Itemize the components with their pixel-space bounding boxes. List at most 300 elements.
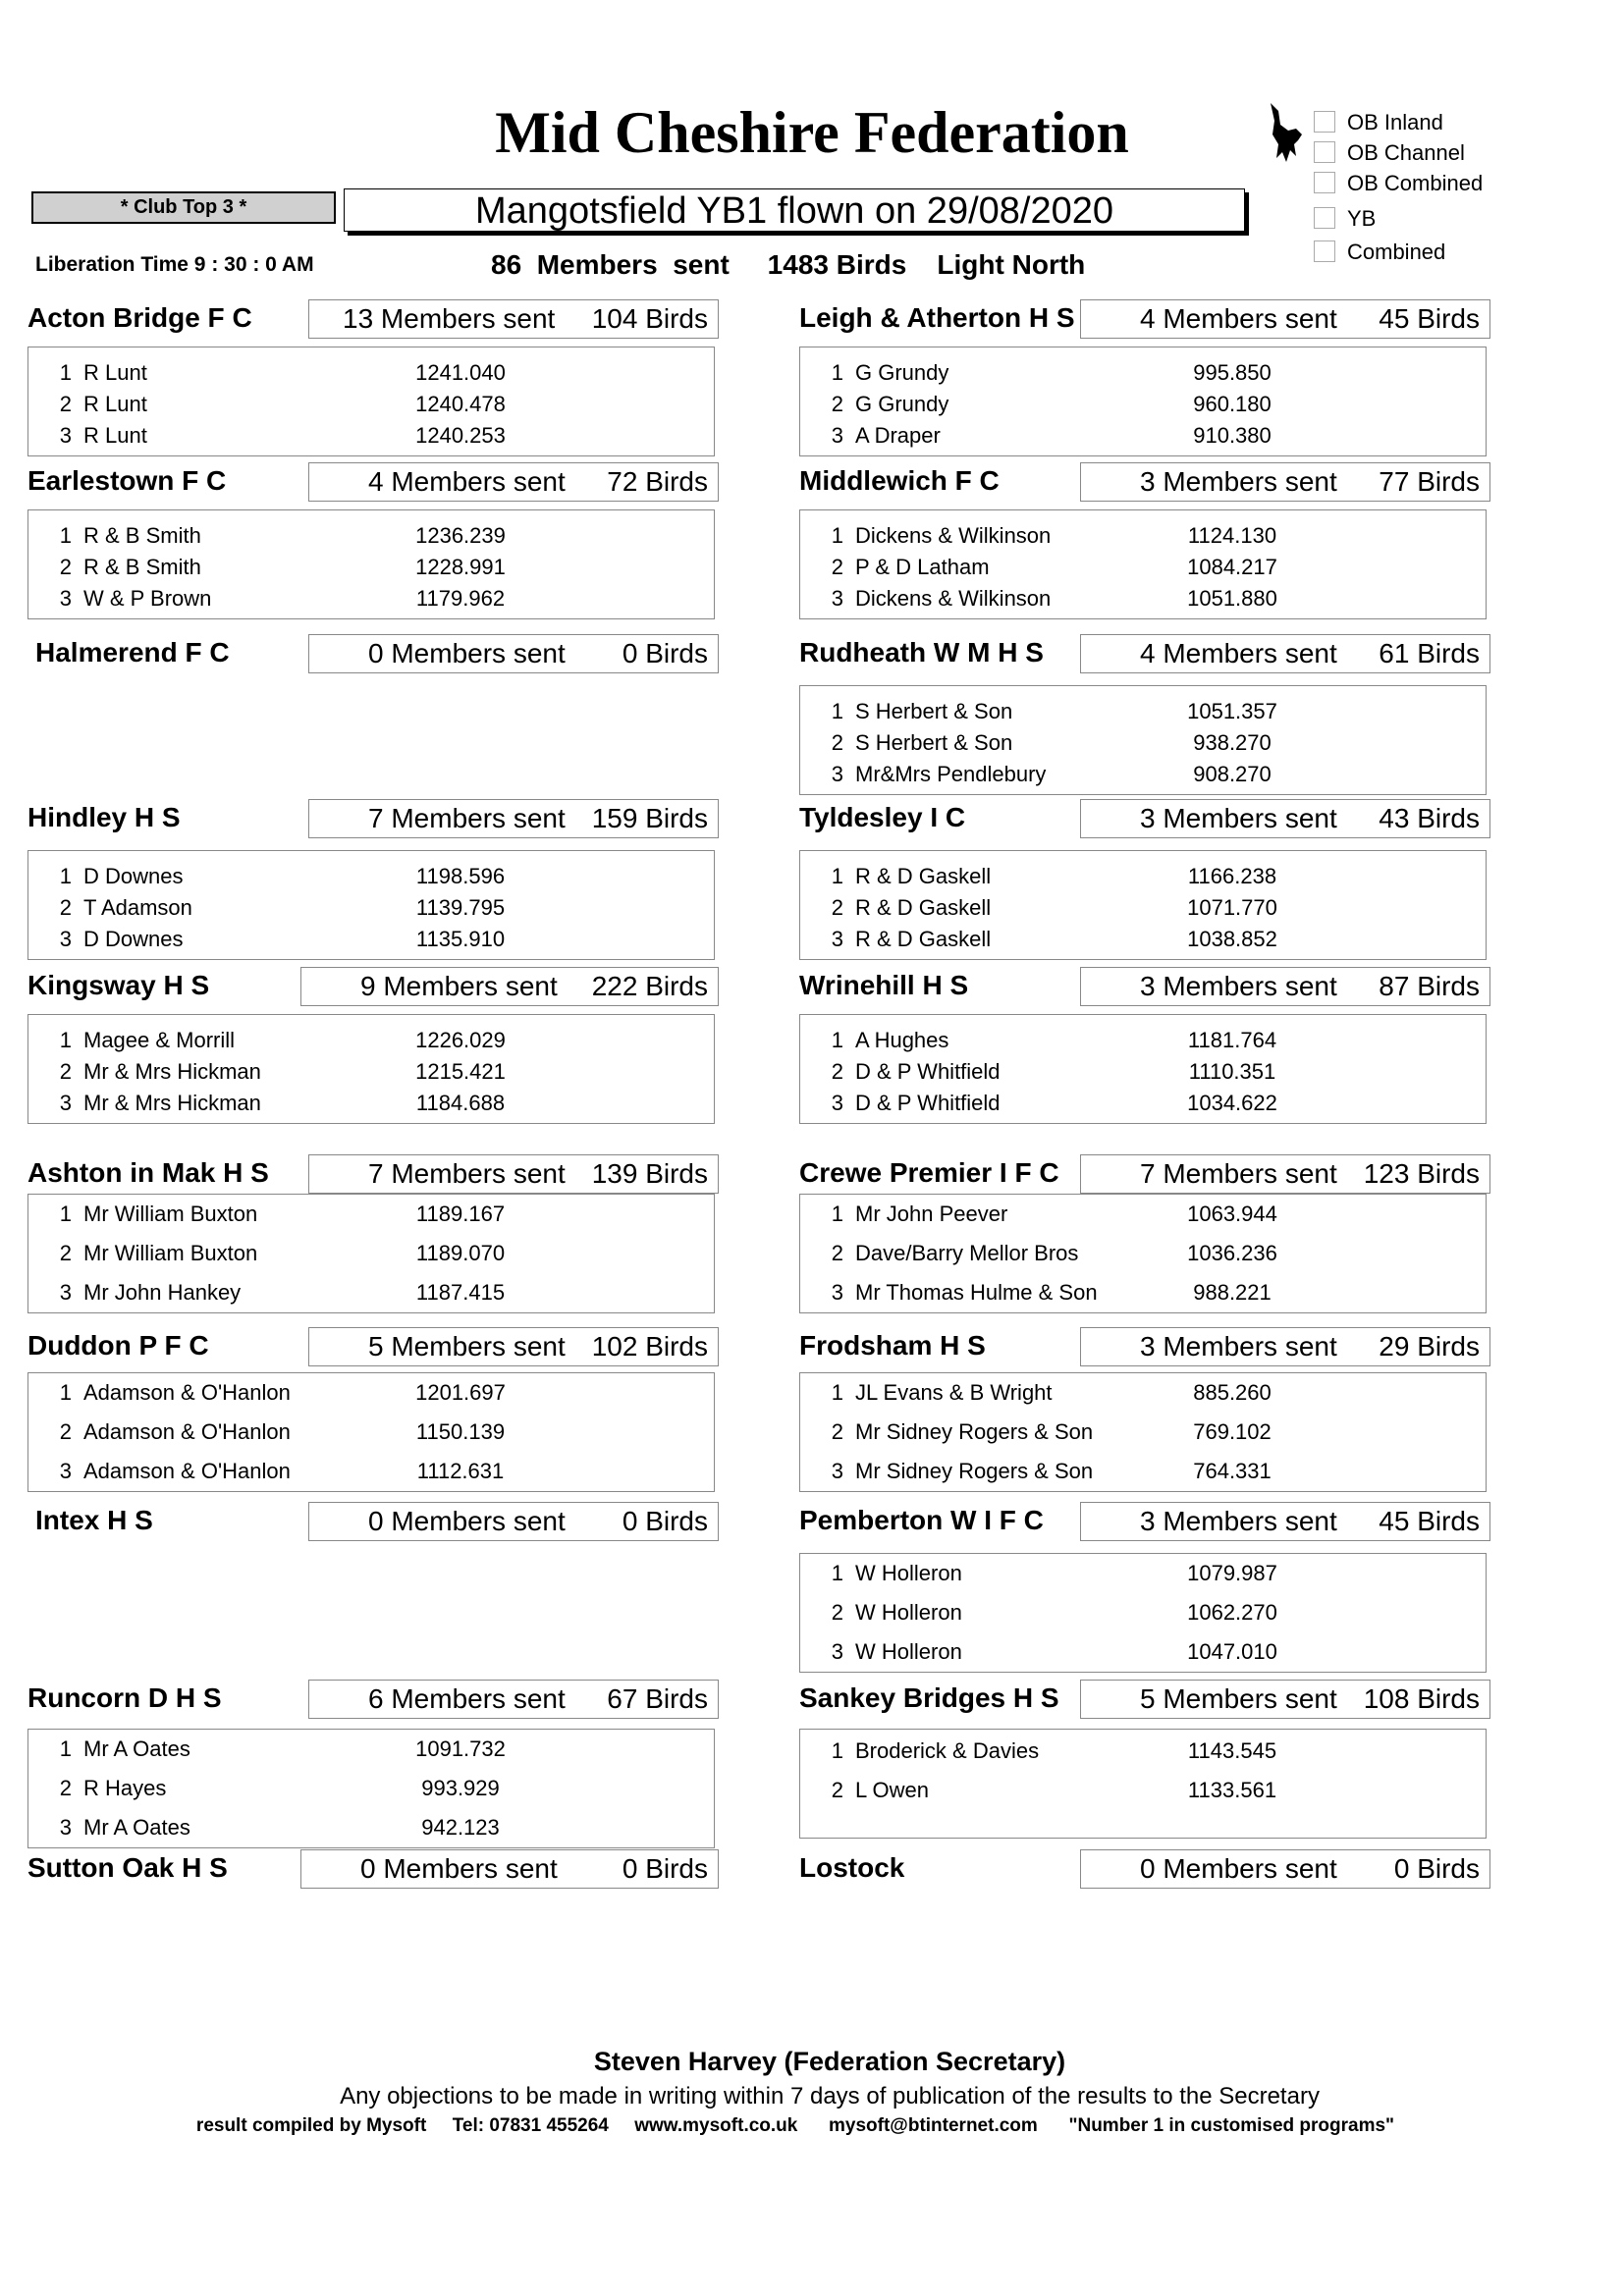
velocity-value: 938.270 <box>1193 730 1272 755</box>
fancier-name: Adamson & O'Hanlon <box>83 1380 291 1405</box>
result-row <box>28 892 716 924</box>
birds-sent: 222 Birds <box>591 971 708 1001</box>
club-name: Runcorn D H S <box>27 1682 222 1713</box>
club-name: Pemberton W I F C <box>799 1505 1044 1535</box>
members-sent: 9 Members sent <box>360 971 558 1001</box>
birds-sent: 159 Birds <box>591 803 708 833</box>
fancier-name: Dave/Barry Mellor Bros <box>855 1241 1079 1265</box>
result-row <box>800 924 1488 955</box>
position-number: 2 <box>59 1059 72 1084</box>
birds-sent: 43 Birds <box>1379 803 1480 833</box>
fancier-name: R & D Gaskell <box>855 895 992 920</box>
fancier-name: S Herbert & Son <box>855 730 1013 755</box>
result-row <box>800 1277 1488 1308</box>
velocity-value: 910.380 <box>1193 423 1272 448</box>
members-sent: 3 Members sent <box>1140 803 1337 833</box>
fancier-name: D & P Whitfield <box>855 1059 1001 1084</box>
birds-sent: 0 Birds <box>622 1853 708 1884</box>
velocity-value: 1124.130 <box>1187 523 1277 548</box>
fancier-name: A Draper <box>855 423 941 448</box>
club-name: Halmerend F C <box>35 637 230 667</box>
checkbox-label: OB Inland <box>1347 110 1443 134</box>
club-entry-stats <box>1080 1680 1490 1719</box>
result-row <box>28 924 716 955</box>
velocity-value: 1226.029 <box>415 1028 506 1052</box>
velocity-value: 1034.622 <box>1187 1091 1277 1115</box>
club-entry-stats <box>308 634 719 673</box>
velocity-value: 1201.697 <box>415 1380 506 1405</box>
members-sent: 5 Members sent <box>368 1331 566 1362</box>
result-row <box>800 1456 1488 1487</box>
members-sent: 0 Members sent <box>368 1506 566 1536</box>
checkbox-label: OB Combined <box>1347 171 1484 195</box>
club-name: Middlewich F C <box>799 465 1000 496</box>
club-entry-stats <box>308 1502 719 1541</box>
fancier-name: Mr&Mrs Pendlebury <box>855 762 1047 786</box>
velocity-value: 1189.167 <box>415 1201 506 1226</box>
velocity-value: 1228.991 <box>415 555 506 579</box>
club-name: Sutton Oak H S <box>27 1852 228 1883</box>
velocity-value: 1063.944 <box>1187 1201 1277 1226</box>
fancier-name: Dickens & Wilkinson <box>855 523 1052 548</box>
members-sent: 0 Members sent <box>360 1853 558 1884</box>
fancier-name: Mr Sidney Rogers & Son <box>855 1419 1094 1444</box>
members-sent: 0 Members sent <box>1140 1853 1337 1884</box>
members-sent: 7 Members sent <box>368 803 566 833</box>
fancier-name: Adamson & O'Hanlon <box>83 1459 291 1483</box>
members-sent: 4 Members sent <box>1140 638 1337 668</box>
birds-sent: 0 Birds <box>1393 1853 1480 1884</box>
club-entry-stats <box>1080 1502 1490 1541</box>
race-title: Mangotsfield YB1 flown on 29/08/2020 <box>344 188 1245 232</box>
club-name: Acton Bridge F C <box>27 302 252 333</box>
fancier-name: Mr Thomas Hulme & Son <box>855 1280 1098 1305</box>
fancier-name: Mr A Oates <box>83 1736 190 1761</box>
velocity-value: 764.331 <box>1193 1459 1272 1483</box>
fancier-name: W Holleron <box>855 1639 962 1664</box>
race-type-checkbox[interactable] <box>1314 204 1608 234</box>
fancier-name: A Hughes <box>855 1028 949 1052</box>
position-number: 2 <box>59 1776 72 1800</box>
result-row <box>28 861 716 892</box>
result-row <box>800 727 1488 759</box>
club-entry-stats <box>1080 299 1490 339</box>
velocity-value: 1133.561 <box>1187 1778 1277 1802</box>
fancier-name: G Grundy <box>855 392 949 416</box>
members-sent: 3 Members sent <box>1140 971 1337 1001</box>
velocity-value: 995.850 <box>1193 360 1272 385</box>
race-type-checkbox[interactable] <box>1314 238 1608 267</box>
position-number: 2 <box>59 1241 72 1265</box>
top-three-results <box>27 509 715 619</box>
result-row <box>28 1056 716 1088</box>
position-number: 1 <box>59 864 72 888</box>
position-number: 1 <box>59 1736 72 1761</box>
liberation-time: Liberation Time 9 : 30 : 0 AM <box>35 253 314 276</box>
result-row <box>28 1025 716 1056</box>
fancier-name: W & P Brown <box>83 586 212 611</box>
club-entry-stats <box>308 299 719 339</box>
club-entry-stats <box>1080 967 1490 1006</box>
position-number: 2 <box>831 1059 843 1084</box>
velocity-value: 1062.270 <box>1187 1600 1277 1625</box>
club-name: Frodsham H S <box>799 1330 986 1361</box>
fancier-name: R Lunt <box>83 423 147 448</box>
position-number: 1 <box>831 864 843 888</box>
result-row <box>800 1377 1488 1409</box>
velocity-value: 993.929 <box>421 1776 500 1800</box>
fancier-name: R Hayes <box>83 1776 167 1800</box>
position-number: 1 <box>831 1028 843 1052</box>
result-row <box>800 861 1488 892</box>
result-row <box>800 1735 1488 1767</box>
members-sent: 0 Members sent <box>368 638 566 668</box>
top-three-results <box>27 1372 715 1492</box>
velocity-value: 1179.962 <box>415 586 506 611</box>
club-entry-stats <box>300 967 719 1006</box>
velocity-value: 1241.040 <box>415 360 506 385</box>
fancier-name: S Herbert & Son <box>855 699 1013 723</box>
position-number: 3 <box>831 1639 843 1664</box>
birds-sent: 123 Birds <box>1363 1158 1480 1189</box>
position-number: 2 <box>831 1778 843 1802</box>
fancier-name: D & P Whitfield <box>855 1091 1001 1115</box>
position-number: 2 <box>59 1419 72 1444</box>
fancier-name: R & B Smith <box>83 555 201 579</box>
result-row <box>800 389 1488 420</box>
checkbox-square[interactable] <box>1314 207 1335 229</box>
birds-sent: 104 Birds <box>591 303 708 334</box>
result-row <box>800 1636 1488 1668</box>
top-three-results <box>27 1194 715 1313</box>
position-number: 3 <box>59 423 72 448</box>
club-name: Wrinehill H S <box>799 970 969 1000</box>
top-three-results <box>27 347 715 456</box>
members-sent: 6 Members sent <box>368 1683 566 1714</box>
position-number: 1 <box>59 360 72 385</box>
checkbox-square[interactable] <box>1314 111 1335 133</box>
club-name: Duddon P F C <box>27 1330 209 1361</box>
result-row <box>800 1199 1488 1230</box>
position-number: 1 <box>831 1561 843 1585</box>
velocity-value: 1240.478 <box>415 392 506 416</box>
club-name: Intex H S <box>35 1505 153 1535</box>
club-entry-stats <box>1080 1327 1490 1366</box>
fancier-name: Mr John Peever <box>855 1201 1008 1226</box>
position-number: 1 <box>59 1028 72 1052</box>
position-number: 3 <box>59 927 72 951</box>
velocity-value: 1150.139 <box>415 1419 506 1444</box>
club-entry-stats <box>308 1327 719 1366</box>
birds-sent: 45 Birds <box>1379 303 1480 334</box>
velocity-value: 885.260 <box>1193 1380 1272 1405</box>
checkbox-square[interactable] <box>1314 172 1335 193</box>
fancier-name: W Holleron <box>855 1600 962 1625</box>
members-sent: 5 Members sent <box>1140 1683 1337 1714</box>
result-row <box>800 420 1488 452</box>
result-row <box>28 552 716 583</box>
position-number: 3 <box>59 1280 72 1305</box>
club-name: Rudheath W M H S <box>799 637 1044 667</box>
members-sent: 13 Members sent <box>343 303 556 334</box>
secretary-signature: Steven Harvey (Federation Secretary) <box>593 2047 1066 2076</box>
position-number: 3 <box>59 1815 72 1840</box>
top-three-results <box>799 850 1487 960</box>
objections-note: Any objections to be made in writing within 7 days of publication of the results to the Secretary <box>340 2083 1320 2109</box>
result-row <box>800 1025 1488 1056</box>
fancier-name: Mr William Buxton <box>83 1201 258 1226</box>
velocity-value: 1240.253 <box>415 423 506 448</box>
checkbox-square[interactable] <box>1314 141 1335 163</box>
page-title: Mid Cheshire Federation <box>495 100 1129 165</box>
members-sent: 3 Members sent <box>1140 1506 1337 1536</box>
fancier-name: R & D Gaskell <box>855 864 992 888</box>
fancier-name: Mr William Buxton <box>83 1241 258 1265</box>
velocity-value: 1047.010 <box>1187 1639 1277 1664</box>
race-type-checkbox[interactable] <box>1314 138 1608 168</box>
fancier-name: G Grundy <box>855 360 949 385</box>
position-number: 3 <box>831 762 843 786</box>
velocity-value: 1036.236 <box>1187 1241 1277 1265</box>
result-row <box>28 583 716 614</box>
velocity-value: 1135.910 <box>415 927 506 951</box>
position-number: 3 <box>831 423 843 448</box>
position-number: 3 <box>831 586 843 611</box>
position-number: 3 <box>831 927 843 951</box>
race-type-checkbox[interactable] <box>1314 108 1608 137</box>
position-number: 1 <box>831 523 843 548</box>
velocity-value: 960.180 <box>1193 392 1272 416</box>
birds-sent: 139 Birds <box>591 1158 708 1189</box>
fancier-name: Magee & Morrill <box>83 1028 236 1052</box>
result-row <box>28 520 716 552</box>
fancier-name: Dickens & Wilkinson <box>855 586 1052 611</box>
fancier-name: Mr & Mrs Hickman <box>83 1091 261 1115</box>
fancier-name: Mr & Mrs Hickman <box>83 1059 261 1084</box>
birds-sent: 29 Birds <box>1379 1331 1480 1362</box>
position-number: 1 <box>831 1201 843 1226</box>
velocity-value: 1189.070 <box>415 1241 506 1265</box>
race-totals: 86 Members sent 1483 Birds Light North <box>491 249 1086 280</box>
position-number: 2 <box>59 895 72 920</box>
members-sent: 7 Members sent <box>368 1158 566 1189</box>
top-three-results <box>799 1194 1487 1313</box>
result-row <box>28 1456 716 1487</box>
velocity-value: 1236.239 <box>415 523 506 548</box>
result-row <box>28 1734 716 1765</box>
velocity-value: 1038.852 <box>1187 927 1277 951</box>
position-number: 2 <box>59 392 72 416</box>
club-name: Lostock <box>799 1852 905 1883</box>
club-name: Crewe Premier I F C <box>799 1157 1059 1188</box>
top-three-results <box>799 685 1487 795</box>
velocity-value: 942.123 <box>421 1815 500 1840</box>
members-sent: 3 Members sent <box>1140 466 1337 497</box>
fancier-name: R & B Smith <box>83 523 201 548</box>
result-row <box>800 759 1488 790</box>
club-top-badge: * Club Top 3 * <box>31 191 336 224</box>
top-three-results <box>799 1553 1487 1673</box>
fancier-name: R & D Gaskell <box>855 927 992 951</box>
fancier-name: R Lunt <box>83 392 147 416</box>
checkbox-label: Combined <box>1347 240 1446 264</box>
top-three-results <box>799 1014 1487 1124</box>
result-row <box>28 1277 716 1308</box>
position-number: 3 <box>59 1459 72 1483</box>
members-sent: 4 Members sent <box>1140 303 1337 334</box>
result-row <box>800 1558 1488 1589</box>
position-number: 2 <box>831 1419 843 1444</box>
velocity-value: 1181.764 <box>1187 1028 1277 1052</box>
position-number: 2 <box>831 1241 843 1265</box>
position-number: 2 <box>831 895 843 920</box>
result-row <box>800 1597 1488 1629</box>
club-name: Ashton in Mak H S <box>27 1157 269 1188</box>
velocity-value: 1198.596 <box>415 864 506 888</box>
result-row <box>28 1238 716 1269</box>
velocity-value: 908.270 <box>1193 762 1272 786</box>
club-entry-stats <box>1080 1154 1490 1194</box>
position-number: 3 <box>59 586 72 611</box>
velocity-value: 1051.880 <box>1187 586 1277 611</box>
position-number: 3 <box>831 1459 843 1483</box>
result-row <box>28 1416 716 1448</box>
club-entry-stats <box>1080 462 1490 502</box>
position-number: 1 <box>59 1201 72 1226</box>
position-number: 2 <box>831 730 843 755</box>
position-number: 1 <box>831 699 843 723</box>
top-three-results <box>27 1729 715 1848</box>
birds-sent: 0 Birds <box>622 638 708 668</box>
result-row <box>800 583 1488 614</box>
birds-sent: 45 Birds <box>1379 1506 1480 1536</box>
result-row <box>800 696 1488 727</box>
position-number: 2 <box>59 555 72 579</box>
result-row <box>28 1199 716 1230</box>
position-number: 3 <box>831 1280 843 1305</box>
result-row <box>800 357 1488 389</box>
fancier-name: Mr Sidney Rogers & Son <box>855 1459 1094 1483</box>
club-entry-stats <box>1080 799 1490 838</box>
club-entry-stats <box>308 1680 719 1719</box>
result-row <box>28 1377 716 1409</box>
top-three-results <box>799 1372 1487 1492</box>
position-number: 1 <box>831 1380 843 1405</box>
members-sent: 7 Members sent <box>1140 1158 1337 1189</box>
fancier-name: L Owen <box>855 1778 930 1802</box>
club-entry-stats <box>1080 1849 1490 1889</box>
birds-sent: 61 Birds <box>1379 638 1480 668</box>
race-type-checkbox[interactable] <box>1314 169 1608 198</box>
velocity-value: 1079.987 <box>1187 1561 1277 1585</box>
birds-sent: 108 Birds <box>1363 1683 1480 1714</box>
result-row <box>800 892 1488 924</box>
checkbox-label: YB <box>1347 206 1377 231</box>
velocity-value: 1110.351 <box>1188 1059 1276 1084</box>
club-entry-stats <box>308 462 719 502</box>
position-number: 1 <box>59 523 72 548</box>
velocity-value: 1071.770 <box>1187 895 1277 920</box>
club-name: Sankey Bridges H S <box>799 1682 1059 1713</box>
result-row <box>800 1056 1488 1088</box>
birds-sent: 72 Birds <box>607 466 708 497</box>
result-row <box>28 357 716 389</box>
result-row <box>28 1812 716 1843</box>
fancier-name: Mr John Hankey <box>83 1280 242 1305</box>
position-number: 3 <box>59 1091 72 1115</box>
velocity-value: 1139.795 <box>415 895 506 920</box>
fancier-name: D Downes <box>83 864 184 888</box>
club-entry-stats <box>300 1849 719 1889</box>
velocity-value: 1143.545 <box>1187 1738 1277 1763</box>
velocity-value: 1051.357 <box>1187 699 1277 723</box>
result-row <box>800 1088 1488 1119</box>
birds-sent: 87 Birds <box>1379 971 1480 1001</box>
velocity-value: 1166.238 <box>1187 864 1277 888</box>
fancier-name: JL Evans & B Wright <box>855 1380 1053 1405</box>
club-entry-stats <box>308 799 719 838</box>
checkbox-label: OB Channel <box>1347 140 1465 165</box>
velocity-value: 1184.688 <box>415 1091 506 1115</box>
top-three-results <box>27 1014 715 1124</box>
velocity-value: 1084.217 <box>1187 555 1277 579</box>
position-number: 2 <box>831 1600 843 1625</box>
club-entry-stats <box>1080 634 1490 673</box>
result-row <box>800 552 1488 583</box>
checkbox-square[interactable] <box>1314 240 1335 262</box>
result-row <box>800 1416 1488 1448</box>
top-three-results <box>799 509 1487 619</box>
velocity-value: 988.221 <box>1193 1280 1272 1305</box>
position-number: 1 <box>831 1738 843 1763</box>
club-name: Hindley H S <box>27 802 181 832</box>
result-row <box>800 1775 1488 1806</box>
birds-sent: 67 Birds <box>607 1683 708 1714</box>
position-number: 3 <box>831 1091 843 1115</box>
club-name: Kingsway H S <box>27 970 210 1000</box>
position-number: 2 <box>831 392 843 416</box>
birds-sent: 77 Birds <box>1379 466 1480 497</box>
top-three-results <box>27 850 715 960</box>
compiler-credit: result compiled by Mysoft Tel: 07831 455264 www.mysoft.co.uk mysoft@btinternet.com "Number 1 in customised programs" <box>195 2115 1395 2136</box>
birds-sent: 0 Birds <box>622 1506 708 1536</box>
velocity-value: 769.102 <box>1193 1419 1272 1444</box>
club-entry-stats <box>308 1154 719 1194</box>
position-number: 2 <box>831 555 843 579</box>
result-row <box>28 1088 716 1119</box>
club-name: Earlestown F C <box>27 465 227 496</box>
top-three-results <box>799 347 1487 456</box>
fancier-name: Mr A Oates <box>83 1815 190 1840</box>
result-row <box>800 520 1488 552</box>
fancier-name: T Adamson <box>83 895 192 920</box>
top-three-results <box>799 1729 1487 1839</box>
fancier-name: P & D Latham <box>855 555 990 579</box>
result-row <box>28 1773 716 1804</box>
members-sent: 3 Members sent <box>1140 1331 1337 1362</box>
velocity-value: 1091.732 <box>415 1736 506 1761</box>
fancier-name: Adamson & O'Hanlon <box>83 1419 291 1444</box>
result-row <box>28 389 716 420</box>
members-sent: 4 Members sent <box>368 466 566 497</box>
velocity-value: 1187.415 <box>415 1280 506 1305</box>
birds-sent: 102 Birds <box>591 1331 708 1362</box>
fancier-name: R Lunt <box>83 360 147 385</box>
club-name: Leigh & Atherton H S <box>799 302 1075 333</box>
position-number: 1 <box>59 1380 72 1405</box>
velocity-value: 1112.631 <box>416 1459 505 1483</box>
fancier-name: D Downes <box>83 927 184 951</box>
